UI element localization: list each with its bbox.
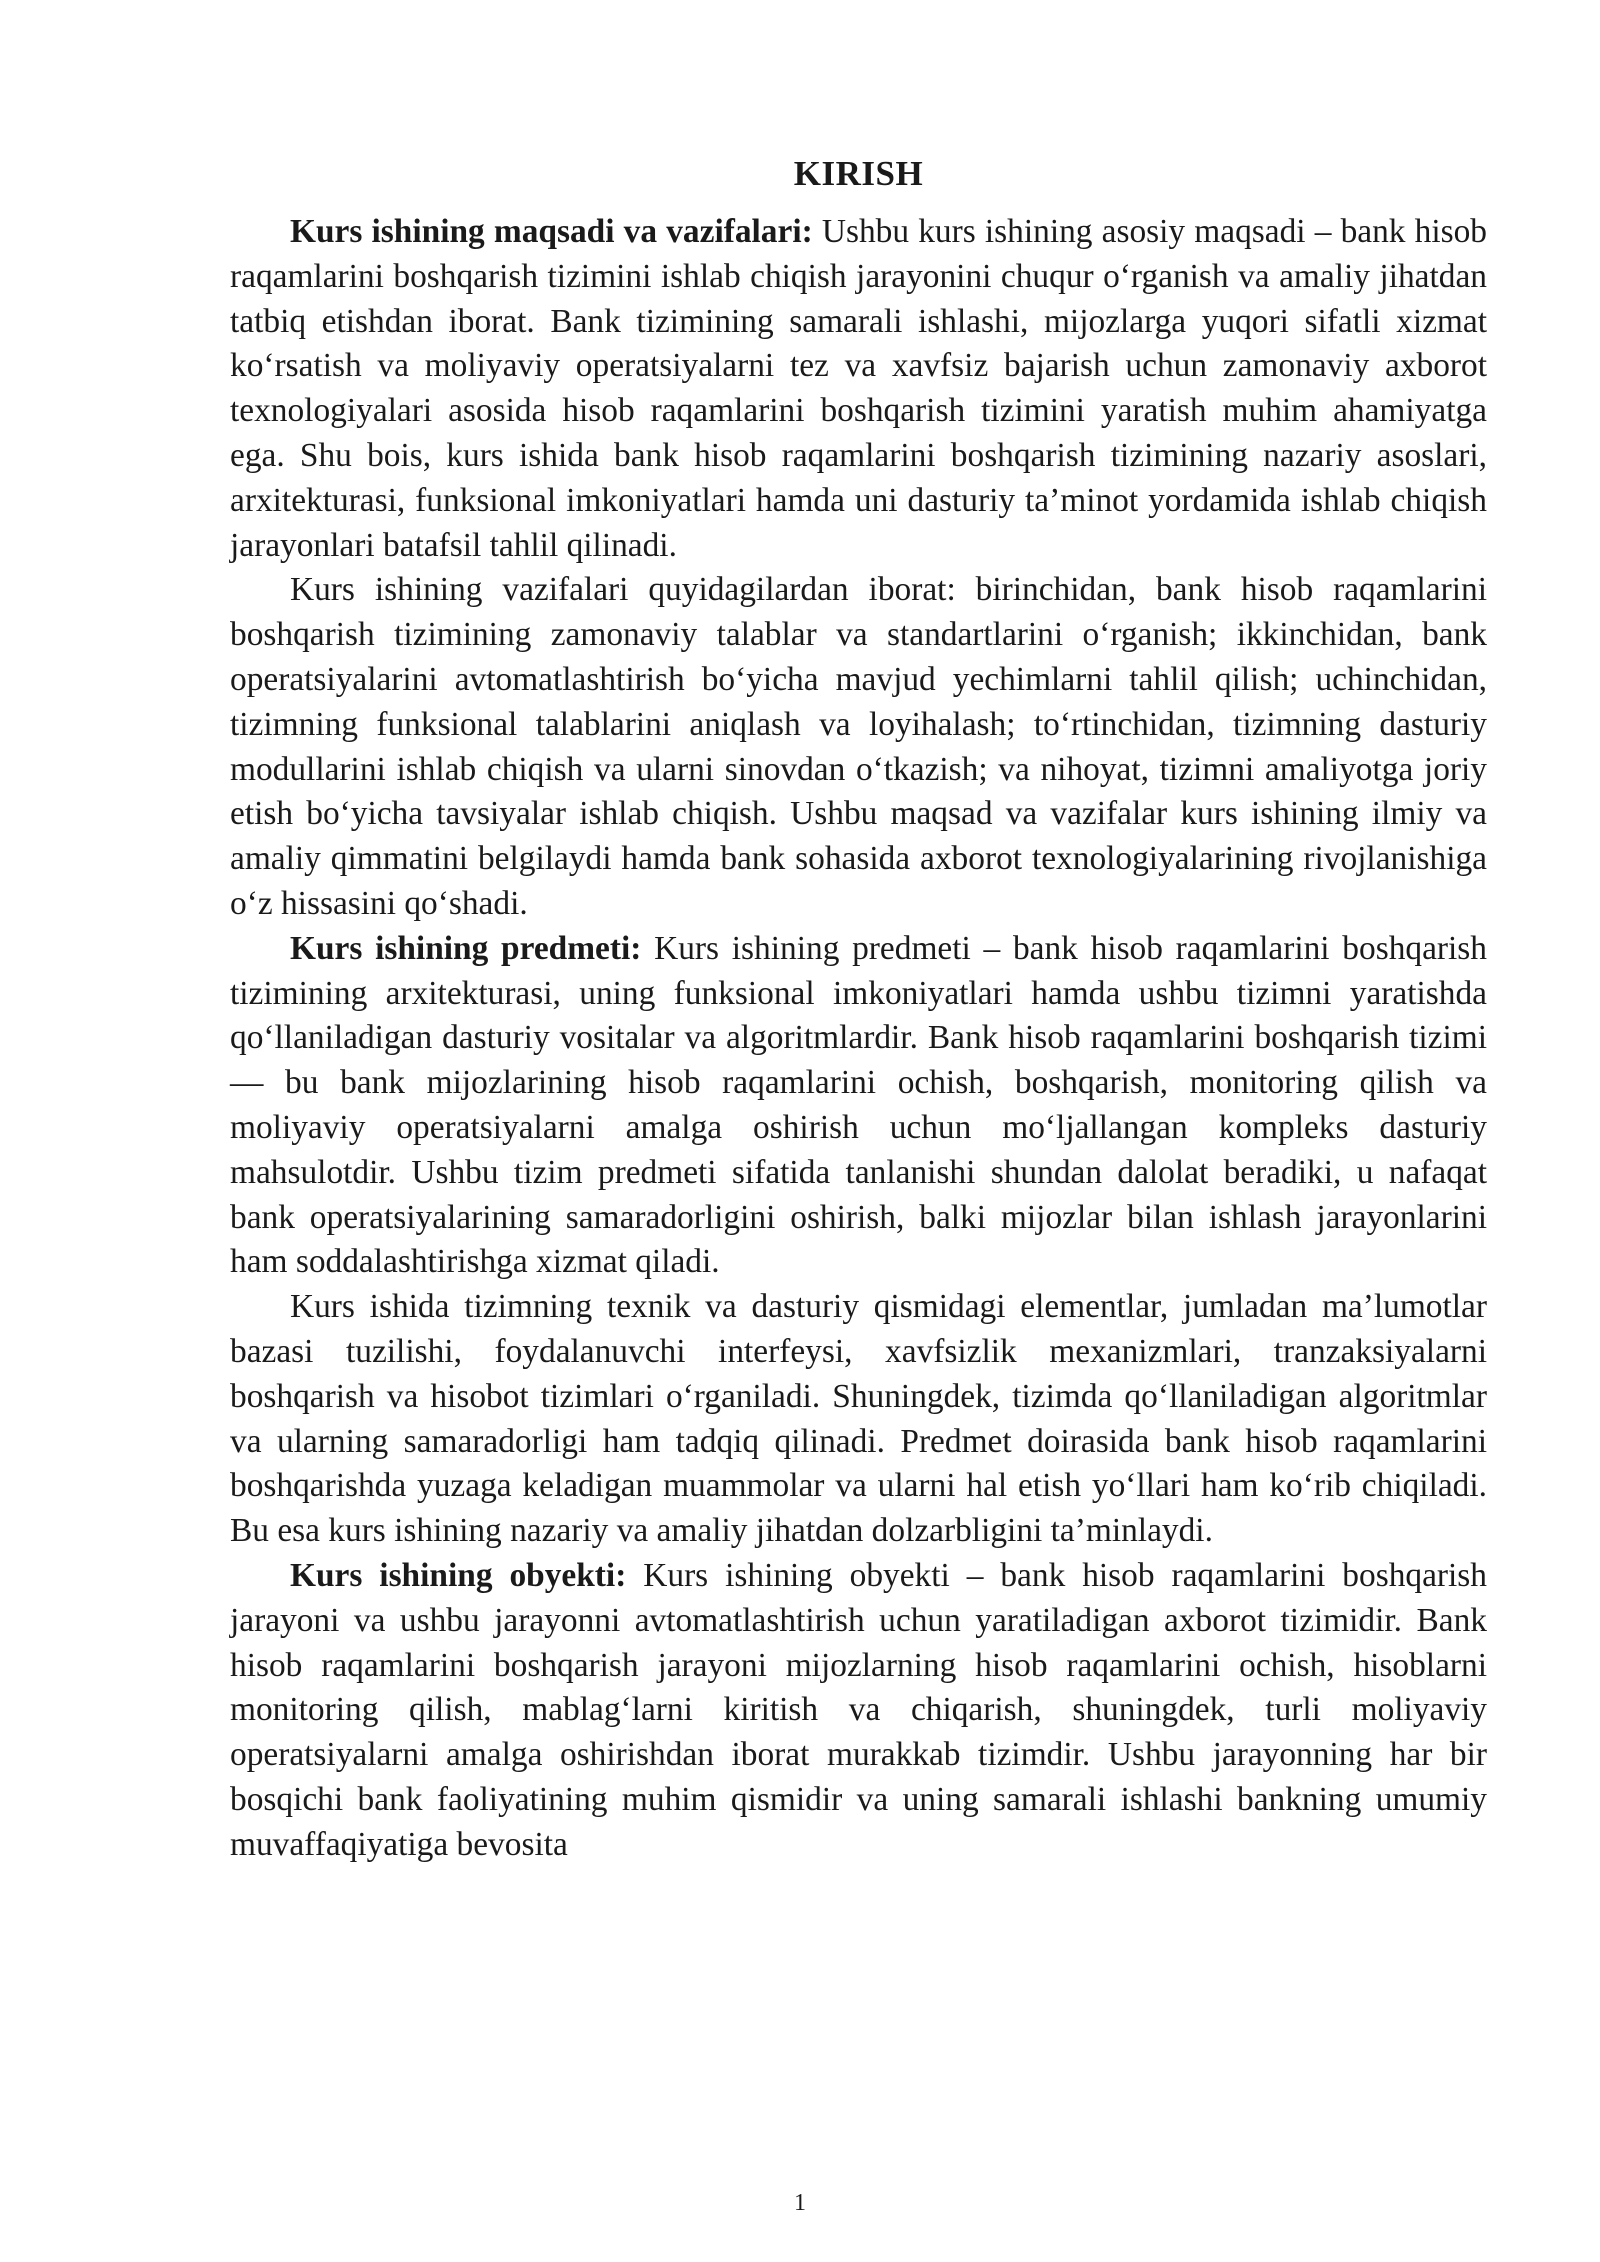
paragraph-lead: Kurs ishining obyekti: [290, 1556, 627, 1594]
paragraph-tasks [230, 568, 1487, 926]
paragraph-text: Kurs ishining predmeti – bank hisob raqamlarini boshqarish tizimining arxitekturasi, uning funksional imkoniyatlari hamda ushbu tizimni yaratishda qo‘llaniladigan dasturiy vositalar va algoritmlardir. Bank hisob raqamlarini boshqarish tizimi — bu bank mijozlarining hisob raqamlarini ochish, boshqarish, monitoring qilish va moliyaviy operatsiyalarni amalga oshirish uchun mo‘ljallangan kompleks dasturiy mahsulotdir. Ushbu tizim predmeti sifatida tanlanishi shundan dalolat beradiki, u nafaqat bank operatsiyalarining samaradorligini oshirish, balki mijozlar bilan ishlash jarayonlarini ham soddalashtirishga xizmat qiladi. [230, 929, 1487, 1281]
document-page [230, 152, 1487, 1867]
paragraph-goals [230, 210, 1487, 568]
paragraph-lead: Kurs ishining predmeti: [290, 929, 642, 967]
paragraph-text: Kurs ishining obyekti – bank hisob raqamlarini boshqarish jarayoni va ushbu jarayonni avtomatlashtirish uchun yaratiladigan axborot tizimidir. Bank hisob raqamlarini boshqarish jarayoni mijozlarning hisob raqamlarini ochish, hisoblarni monitoring qilish, mablag‘larni kiritish va chiqarish, shuningdek, turli moliyaviy operatsiyalarni amalga oshirishdan iborat murakkab tizimdir. Ushbu jarayonning har bir bosqichi bank faoliyatining muhim qismidir va uning samarali ishlashi bankning umumiy muvaffaqiyatiga bevosita [230, 1556, 1487, 1863]
paragraph-lead: Kurs ishining maqsadi va vazifalari: [290, 213, 813, 250]
paragraph-subject-details [230, 1285, 1487, 1554]
section-title: KIRISH [793, 154, 924, 193]
paragraph-text: Kurs ishining vazifalari quyidagilardan iborat: birinchidan, bank hisob raqamlarini boshqarish tizimining zamonaviy talablar va standartlarini o‘rganish; ikkinchidan, bank operatsiyalarini avtomatlashtirish bo‘yicha mavjud yechimlarni tahlil qilish; uchinchidan, tizimning funksional talablarini aniqlash va loyihalash; to‘rtinchidan, tizimning dasturiy modullarini ishlab chiqish va ularni sinovdan o‘tkazish; va nihoyat, tizimni amaliyotga joriy etish bo‘yicha tavsiyalar ishlab chiqish. Ushbu maqsad va vazifalar kurs ishining ilmiy va amaliy qimmatini belgilaydi hamda bank sohasida axborot texnologiyalarining rivojlanishiga o‘z hissasini qo‘shadi. [230, 571, 1487, 922]
paragraph-object [230, 1554, 1487, 1868]
paragraph-text: Kurs ishida tizimning texnik va dasturiy qismidagi elementlar, jumladan ma’lumotlar bazasi tuzilishi, foydalanuvchi interfeysi, xavfsizlik mexanizmlari, tranzaksiyalarni boshqarish va hisobot tizimlari o‘rganiladi. Shuningdek, tizimda qo‘llaniladigan algoritmlar va ularning samaradorligi ham tadqiq qilinadi. Predmet doirasida bank hisob raqamlarini boshqarishda yuzaga keladigan muammolar va ularni hal etish yo‘llari ham ko‘rib chiqiladi. Bu esa kurs ishining nazariy va amaliy jihatdan dolzarbligini ta’minlaydi. [230, 1288, 1487, 1550]
paragraph-text: Ushbu kurs ishining asosiy maqsadi – bank hisob raqamlarini boshqarish tizimini ishlab chiqish jarayonini chuqur o‘rganish va amaliy jihatdan tatbiq etishdan iborat. Bank tizimining samarali ishlashi, mijozlarga yuqori sifatli xizmat ko‘rsatish va moliyaviy operatsiyalarni tez va xavfsiz bajarish uchun zamonaviy axborot texnologiyalari asosida hisob raqamlarini boshqarish tizimini yaratish muhim ahamiyatga ega. Shu bois, kurs ishida bank hisob raqamlarini boshqarish tizimining nazariy asoslari, arxitekturasi, funksional imkoniyatlari hamda uni dasturiy ta’minot yordamida ishlab chiqish jarayonlari batafsil tahlil qilinadi. [230, 213, 1487, 564]
page-number: 1 [794, 2190, 806, 2216]
paragraph-subject [230, 927, 1487, 1285]
